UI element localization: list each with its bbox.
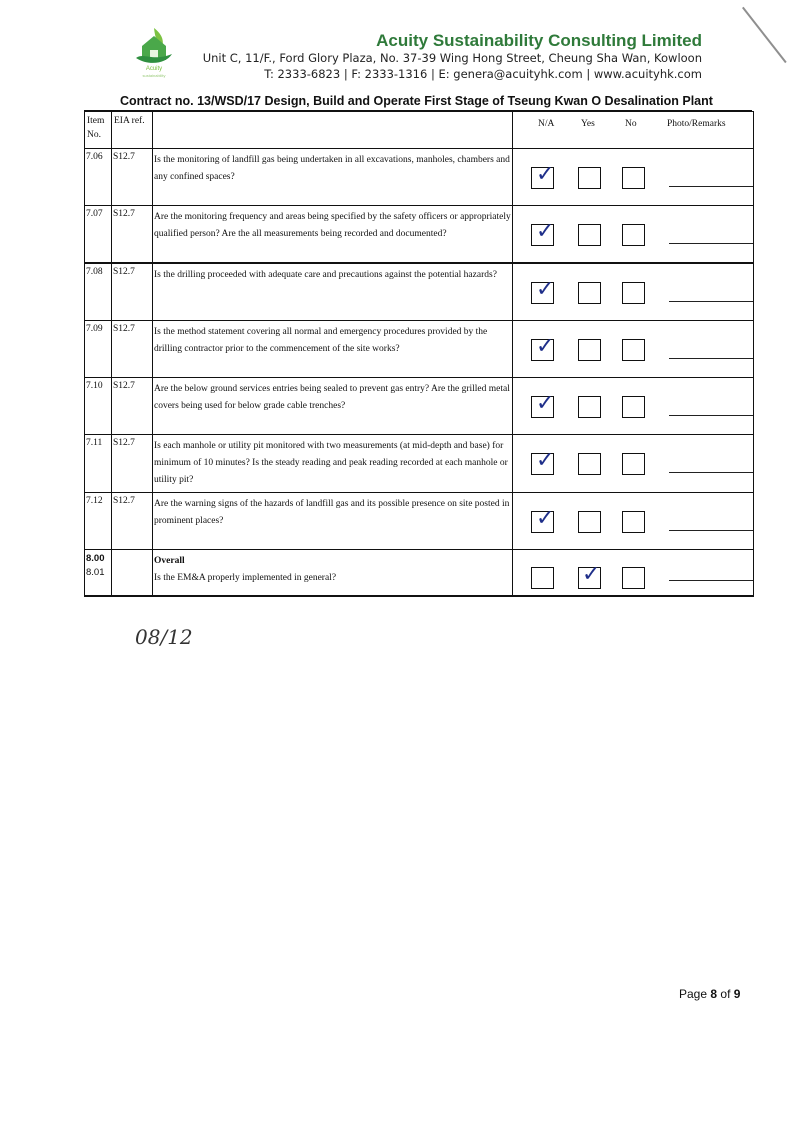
checkbox-na[interactable] [531, 506, 555, 533]
remarks-line[interactable] [669, 530, 753, 531]
overall-title: Overall [154, 556, 185, 566]
overall-sub-item-no: 8.01 [86, 567, 105, 578]
overall-question: Is the EM&A properly implemented in general? [154, 573, 337, 583]
checkbox-na[interactable] [531, 448, 555, 475]
table-row [85, 493, 754, 550]
question: Are the warning signs of the hazards of landfill gas and its possible presence on site posted in prominent places? [153, 493, 513, 550]
checkbox-yes[interactable] [578, 167, 601, 189]
header-no: No [625, 119, 637, 129]
question: Are the monitoring frequency and areas being specified by the safety officers or appropriately qualified person? Are the all measurements being recorded and documented? [153, 206, 513, 264]
question: Is each manhole or utility pit monitored with two measurements (at mid-depth and base) for minimum of 10 minutes? Is the steady reading and peak reading recorded at each manhole or utility pit? [153, 435, 513, 493]
checkbox-no[interactable] [622, 339, 645, 361]
checkbox-na[interactable] [531, 391, 555, 418]
tick-mark: ✓ [536, 277, 555, 302]
contract-title: Contract no. 13/WSD/17 Design, Build and Operate First Stage of Tseung Kwan O Desalination Plant [120, 94, 713, 108]
item-no: 7.09 [85, 321, 112, 378]
checkbox-na[interactable] [531, 334, 555, 361]
tick-mark: ✓ [536, 391, 555, 416]
eia-ref: S12.7 [112, 206, 153, 264]
handwritten-date: 08/12 [135, 625, 193, 649]
question: Is the monitoring of landfill gas being undertaken in all excavations, manholes, chambers and any confined spaces? [153, 149, 513, 206]
website: www.acuityhk.com [593, 67, 702, 81]
checkbox-no[interactable] [622, 167, 645, 189]
page-number [679, 987, 740, 1001]
checkbox-yes[interactable] [578, 453, 601, 475]
remarks-line[interactable] [669, 580, 753, 581]
separator: | [343, 67, 348, 81]
table-row [85, 321, 754, 378]
overall-question-cell [153, 550, 513, 597]
checkbox-no[interactable] [622, 453, 645, 475]
answer-cell [513, 321, 754, 378]
checklist-rows [85, 149, 754, 550]
answer-cell [513, 263, 754, 321]
company-address: Unit C, 11/F., Ford Glory Plaza, No. 37-39 Wing Hong Street, Cheung Sha Wan, Kowloon [202, 51, 702, 65]
remarks-line[interactable] [669, 243, 753, 244]
eia-ref: S12.7 [112, 149, 153, 206]
header-remarks: Photo/Remarks [667, 119, 726, 129]
checkbox-yes[interactable] [578, 396, 601, 418]
checkbox-yes[interactable] [578, 511, 601, 533]
tick-mark: ✓ [536, 334, 555, 359]
checkbox-yes[interactable] [578, 282, 601, 304]
separator: | [586, 67, 591, 81]
answer-cell [513, 435, 754, 493]
header-answers [513, 112, 754, 149]
table-row [85, 149, 754, 206]
tick-mark: ✓ [582, 562, 601, 587]
header-na: N/A [538, 119, 555, 129]
remarks-line[interactable] [669, 472, 753, 473]
checkbox-yes[interactable] [578, 339, 601, 361]
svg-text:Acuity: Acuity [145, 66, 163, 72]
eia-ref: S12.7 [112, 435, 153, 493]
checkbox-yes[interactable] [578, 562, 601, 589]
item-no: 7.12 [85, 493, 112, 550]
checkbox-yes[interactable] [578, 224, 601, 246]
tick-mark: ✓ [536, 219, 555, 244]
question: Is the method statement covering all normal and emergency procedures provided by the drilling contractor prior to the commencement of the site works? [153, 321, 513, 378]
overall-item-cell [85, 550, 112, 597]
tick-mark: ✓ [536, 448, 555, 473]
separator: | [430, 67, 435, 81]
phone: T: 2333-6823 [264, 67, 341, 81]
checkbox-no[interactable] [622, 567, 645, 589]
company-contact [264, 67, 702, 81]
checkbox-na[interactable] [531, 567, 554, 589]
item-no: 7.06 [85, 149, 112, 206]
checkbox-no[interactable] [622, 282, 645, 304]
eia-ref: S12.7 [112, 321, 153, 378]
item-no: 7.11 [85, 435, 112, 493]
header-item-no: Item No. [85, 112, 112, 149]
question: Are the below ground services entries being sealed to prevent gas entry? Are the grilled metal covers being used for below grade cable trenches? [153, 378, 513, 435]
table-row [85, 378, 754, 435]
overall-eia-cell [112, 550, 153, 597]
email: E: genera@acuityhk.com [438, 67, 583, 81]
answer-cell [513, 149, 754, 206]
page-total: 9 [733, 987, 741, 1001]
eia-ref: S12.7 [112, 378, 153, 435]
page-current: 8 [710, 987, 718, 1001]
item-no: 7.07 [85, 206, 112, 264]
answer-cell [513, 378, 754, 435]
tick-mark: ✓ [536, 506, 555, 531]
answer-cell [513, 206, 754, 264]
table-row [85, 263, 754, 321]
checkbox-no[interactable] [622, 511, 645, 533]
overall-row [85, 550, 754, 597]
item-no: 7.08 [85, 263, 112, 321]
table-row [85, 435, 754, 493]
header-question [153, 112, 513, 149]
company-name: Acuity Sustainability Consulting Limited [376, 31, 702, 50]
remarks-line[interactable] [669, 301, 753, 302]
item-no: 7.10 [85, 378, 112, 435]
remarks-line[interactable] [669, 415, 753, 416]
remarks-line[interactable] [669, 186, 753, 187]
page-label: Page [679, 987, 708, 1001]
remarks-line[interactable] [669, 358, 753, 359]
overall-answer-cell [513, 550, 754, 597]
checkbox-no[interactable] [622, 396, 645, 418]
svg-text:sustainability: sustainability [142, 73, 166, 78]
scan-mark [742, 7, 787, 63]
header-yes: Yes [581, 119, 595, 129]
checkbox-na[interactable] [531, 277, 555, 304]
fax: F: 2333-1316 [351, 67, 428, 81]
checkbox-na[interactable] [531, 162, 555, 189]
question: Is the drilling proceeded with adequate care and precautions against the potential hazards? [153, 263, 513, 321]
tick-mark: ✓ [536, 162, 555, 187]
checklist-table [84, 111, 754, 597]
checkbox-no[interactable] [622, 224, 645, 246]
page-of: of [720, 987, 731, 1001]
answer-cell [513, 493, 754, 550]
eia-ref: S12.7 [112, 263, 153, 321]
overall-item-no: 8.00 [86, 553, 105, 564]
company-logo [128, 22, 180, 80]
eia-ref: S12.7 [112, 493, 153, 550]
checkbox-na[interactable] [531, 219, 555, 246]
header-eia-ref: EIA ref. [112, 112, 153, 149]
table-row [85, 206, 754, 264]
